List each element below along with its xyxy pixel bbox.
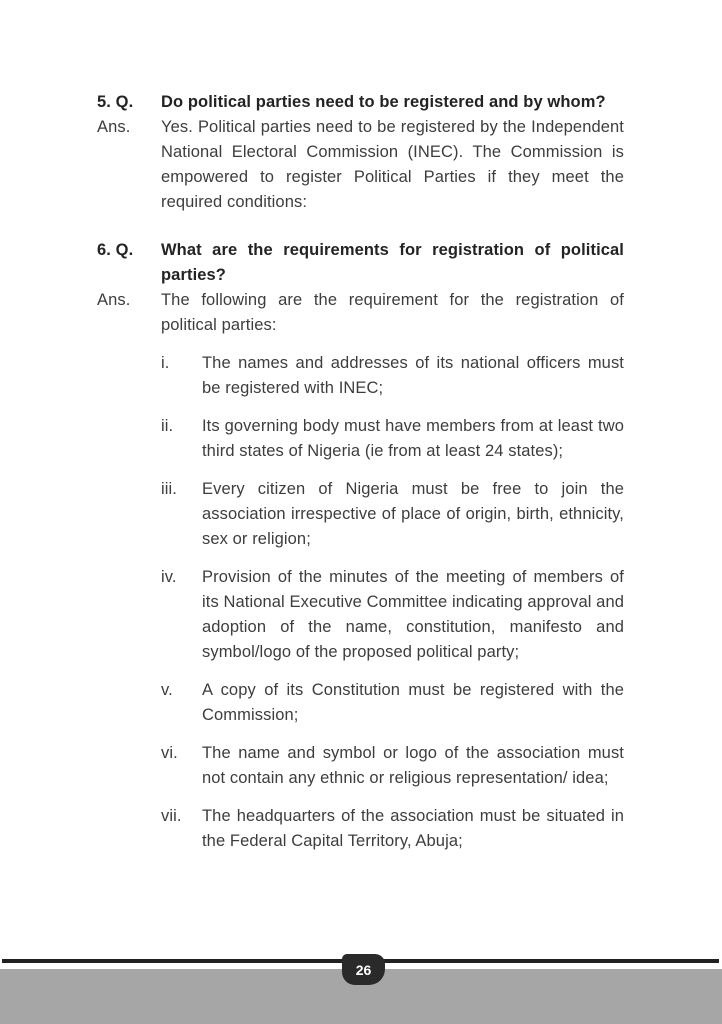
requirement-numeral: i.	[161, 354, 170, 372]
question-text: Do political parties need to be registered and by whom?	[161, 93, 606, 111]
question-row	[97, 238, 624, 288]
document-body	[97, 90, 624, 854]
answer-label: Ans.	[97, 118, 131, 136]
answer-label: Ans.	[97, 291, 131, 309]
requirement-numeral: iii.	[161, 480, 177, 498]
requirement-numeral: iv.	[161, 568, 177, 586]
requirement-item	[161, 678, 624, 728]
requirements-list	[161, 351, 624, 854]
answer-text: The following are the requirement for the registration of political parties:	[161, 291, 624, 334]
requirement-item	[161, 477, 624, 552]
requirement-text: The names and addresses of its national officers must be registered with INEC;	[202, 354, 624, 397]
qa-block-5	[97, 90, 624, 215]
question-number: 5. Q.	[97, 93, 134, 111]
requirement-item	[161, 565, 624, 665]
requirement-numeral: v.	[161, 681, 173, 699]
question-row	[97, 90, 624, 115]
requirement-item	[161, 741, 624, 791]
requirement-item	[161, 351, 624, 401]
requirement-item	[161, 804, 624, 854]
requirement-numeral: ii.	[161, 417, 174, 435]
requirement-item	[161, 414, 624, 464]
requirement-text: Its governing body must have members from at least two third states of Nigeria (ie from at least 24 states);	[202, 417, 624, 460]
requirement-numeral: vii.	[161, 807, 182, 825]
question-text: What are the requirements for registration of political parties?	[161, 241, 624, 284]
question-number: 6. Q.	[97, 241, 134, 259]
requirement-numeral: vi.	[161, 744, 178, 762]
requirement-text: The headquarters of the association must be situated in the Federal Capital Territory, Abuja;	[202, 807, 624, 850]
answer-row	[97, 115, 624, 215]
page-number-badge: 26	[342, 954, 385, 985]
qa-block-6	[97, 238, 624, 854]
requirement-text: The name and symbol or logo of the association must not contain any ethnic or religious representation/ idea;	[202, 744, 624, 787]
requirement-text: Provision of the minutes of the meeting of members of its National Executive Committee indicating approval and adoption of the name, constitution, manifesto and symbol/logo of the proposed political party;	[202, 568, 624, 661]
requirement-text: Every citizen of Nigeria must be free to join the association irrespective of place of origin, birth, ethnicity, sex or religion;	[202, 480, 624, 548]
requirement-text: A copy of its Constitution must be registered with the Commission;	[202, 681, 624, 724]
answer-row	[97, 288, 624, 338]
answer-text: Yes. Political parties need to be registered by the Independent National Electoral Commission (INEC). The Commission is empowered to register Political Parties if they meet the required conditions:	[161, 118, 624, 211]
